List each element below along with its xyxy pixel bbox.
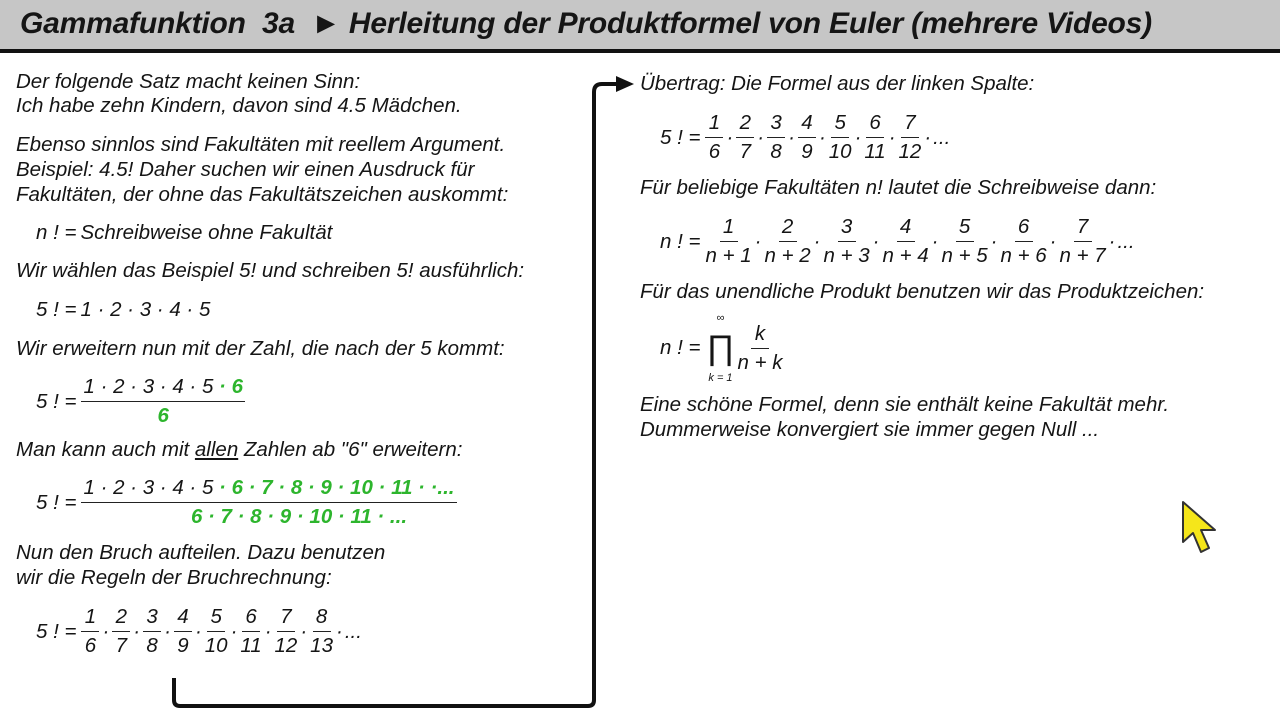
denominator: 6 — [84, 634, 97, 657]
denominator: 6 — [157, 404, 169, 427]
denominator: 6 · 7 · 8 · 9 · 10 · 11 · ... — [190, 505, 408, 528]
formula-lhs: n ! = — [660, 229, 701, 253]
multiplication-dot: · — [102, 619, 110, 643]
denominator: 10 — [828, 140, 852, 163]
fraction — [205, 603, 228, 660]
fraction — [705, 213, 751, 270]
fraction — [81, 474, 456, 531]
fraction — [705, 109, 723, 166]
fraction — [275, 603, 298, 660]
numerator-black: 1 · 2 · 3 · 4 · 5 — [83, 476, 214, 499]
fraction — [736, 109, 754, 166]
multiplication-dot: · — [335, 619, 343, 643]
denominator: 9 — [801, 140, 813, 163]
product-symbol: ∏ — [706, 329, 735, 367]
mouse-cursor-icon — [1180, 500, 1224, 556]
fraction — [882, 213, 928, 270]
denominator: 8 — [146, 634, 158, 657]
numerator: 5 — [956, 213, 974, 242]
formula-lhs: 5 ! = — [660, 125, 701, 149]
multiplication-dot: · — [1049, 229, 1057, 253]
multiplication-dot: · — [1108, 229, 1116, 253]
multiplication-dot: · — [194, 619, 202, 643]
text-line — [16, 438, 462, 462]
numerator: 4 — [798, 109, 816, 138]
formula-lhs: n ! = — [36, 221, 77, 244]
multiplication-dot: · — [990, 229, 998, 253]
numerator: 7 — [277, 603, 295, 632]
numerator: 6 — [242, 603, 260, 632]
formula-5-factorial — [36, 298, 210, 322]
numerator: 6 — [1015, 213, 1033, 242]
denominator: n + 3 — [823, 244, 870, 267]
underlined-word: allen — [194, 438, 239, 461]
numerator: 4 — [897, 213, 915, 242]
fraction — [941, 213, 987, 270]
numerator: 1 — [81, 603, 99, 632]
denominator: n + 7 — [1059, 244, 1106, 267]
ellipsis: ... — [344, 619, 362, 643]
numerator: 1 — [705, 109, 723, 138]
fraction — [737, 320, 782, 377]
multiplication-dot: · — [754, 229, 762, 253]
text-line: Übertrag: Die Formel aus der linken Spalte: — [640, 72, 1035, 95]
text-line: Fakultäten, der ohne das Fakultätszeichen auskommt: — [16, 183, 509, 206]
fraction — [81, 373, 245, 430]
numerator: 7 — [1074, 213, 1092, 242]
numerator: 2 — [112, 603, 130, 632]
text-line: Wir wählen das Beispiel 5! und schreiben 5! ausführlich: — [16, 259, 525, 282]
formula-extend-6 — [36, 373, 246, 430]
denominator: 7 — [115, 634, 127, 657]
formula-split — [36, 603, 362, 660]
product-upper: ∞ — [716, 312, 725, 324]
ellipsis: ... — [1117, 229, 1135, 253]
multiplication-dot: · — [164, 619, 171, 643]
text-line: Nun den Bruch aufteilen. Dazu benutzen — [16, 541, 386, 564]
numerator: 5 — [831, 109, 849, 138]
fraction — [899, 109, 922, 166]
fraction — [1059, 213, 1105, 270]
text-part: Man kann auch mit — [16, 438, 195, 461]
numerator-green: · 6 · 7 · 8 · 9 · 10 · 11 · ·... — [213, 476, 455, 499]
ellipsis: ... — [933, 125, 951, 149]
numerator: 7 — [901, 109, 919, 138]
denominator: n + 5 — [941, 244, 988, 267]
formula-n-general — [660, 213, 1135, 270]
numerator: 3 — [767, 109, 785, 138]
fraction — [767, 109, 785, 166]
numerator: 1 — [720, 213, 738, 242]
fraction — [864, 109, 885, 166]
denominator: 8 — [770, 140, 782, 163]
numerator — [81, 373, 245, 402]
formula-lhs: 5 ! = — [36, 490, 77, 514]
numerator: 2 — [736, 109, 754, 138]
formula-lhs: 5 ! = — [36, 619, 77, 643]
formula-lhs: 5 ! = — [36, 389, 77, 413]
multiplication-dot: · — [931, 229, 939, 253]
text-line: Für das unendliche Produkt benutzen wir das Produktzeichen: — [640, 280, 1205, 303]
denominator: 13 — [310, 634, 333, 657]
fraction — [823, 213, 869, 270]
page-title: Gammafunktion 3a ► Herleitung der Produktformel von Euler (mehrere Videos) — [20, 7, 1152, 40]
denominator: 11 — [864, 140, 886, 163]
multiplication-dot: · — [133, 619, 141, 643]
numerator — [81, 474, 456, 503]
formula-rhs: Schreibweise ohne Fakultät — [80, 221, 333, 244]
text-line: Ich habe zehn Kindern, davon sind 4.5 Mädchen. — [16, 94, 462, 117]
denominator: 7 — [739, 140, 751, 163]
denominator: 10 — [204, 634, 228, 657]
denominator: n + 1 — [705, 244, 752, 267]
multiplication-dot: · — [854, 125, 862, 149]
numerator: 6 — [866, 109, 884, 138]
text-line: Wir erweitern nun mit der Zahl, die nach der 5 kommt: — [16, 337, 505, 360]
numerator: k — [751, 320, 769, 349]
text-part: Zahlen ab "6" erweitern: — [238, 438, 463, 461]
fraction — [240, 603, 261, 660]
denominator: n + 2 — [764, 244, 811, 267]
text-line: wir die Regeln der Bruchrechnung: — [16, 566, 332, 589]
product-operator — [706, 312, 734, 384]
multiplication-dot: · — [788, 125, 795, 149]
multiplication-dot: · — [230, 619, 238, 643]
text-line: Eine schöne Formel, denn sie enthält keine Fakultät mehr. — [640, 393, 1170, 416]
formula-extend-all — [36, 474, 458, 531]
multiplication-dot: · — [264, 619, 272, 643]
formula-rhs: 1 · 2 · 3 · 4 · 5 — [80, 298, 211, 321]
fraction — [143, 603, 161, 660]
fraction — [81, 603, 99, 660]
numerator: 8 — [313, 603, 331, 632]
multiplication-dot: · — [888, 125, 896, 149]
fraction — [310, 603, 333, 660]
multiplication-dot: · — [300, 619, 308, 643]
product-lower: k = 1 — [708, 372, 733, 384]
numerator: 3 — [838, 213, 856, 242]
denominator: 12 — [274, 634, 298, 657]
formula-5-carry — [660, 109, 950, 166]
denominator: 12 — [898, 140, 922, 163]
formula-lhs: n ! = — [660, 336, 701, 359]
numerator-black: 1 · 2 · 3 · 4 · 5 — [83, 375, 214, 398]
fraction — [112, 603, 130, 660]
numerator: 3 — [143, 603, 161, 632]
text-line: Der folgende Satz macht keinen Sinn: — [16, 70, 361, 93]
fraction — [1000, 213, 1046, 270]
formula-n-definition — [36, 221, 332, 245]
formula-product — [660, 312, 783, 384]
fraction — [798, 109, 816, 166]
denominator: n + 4 — [882, 244, 929, 267]
text-line: Für beliebige Fakultäten n! lautet die Schreibweise dann: — [640, 176, 1157, 199]
fraction — [174, 603, 192, 660]
multiplication-dot: · — [924, 125, 932, 149]
denominator: 11 — [240, 634, 262, 657]
multiplication-dot: · — [757, 125, 765, 149]
text-line: Ebenso sinnlos sind Fakultäten mit reellem Argument. — [16, 133, 506, 156]
multiplication-dot: · — [726, 125, 734, 149]
multiplication-dot: · — [813, 229, 821, 253]
denominator: n + 6 — [1000, 244, 1047, 267]
numerator: 5 — [207, 603, 225, 632]
numerator: 2 — [779, 213, 797, 242]
multiplication-dot: · — [872, 229, 880, 253]
denominator: n + k — [737, 350, 783, 374]
fraction — [829, 109, 852, 166]
text-line: Beispiel: 4.5! Daher suchen wir einen Ausdruck für — [16, 158, 475, 181]
numerator-green: · 6 — [213, 375, 243, 398]
multiplication-dot: · — [818, 125, 826, 149]
numerator: 4 — [174, 603, 192, 632]
formula-lhs: 5 ! = — [36, 298, 77, 321]
denominator: 9 — [177, 634, 189, 657]
denominator: 6 — [708, 140, 721, 163]
text-line: Dummerweise konvergiert sie immer gegen Null ... — [640, 418, 1100, 441]
fraction — [764, 213, 810, 270]
